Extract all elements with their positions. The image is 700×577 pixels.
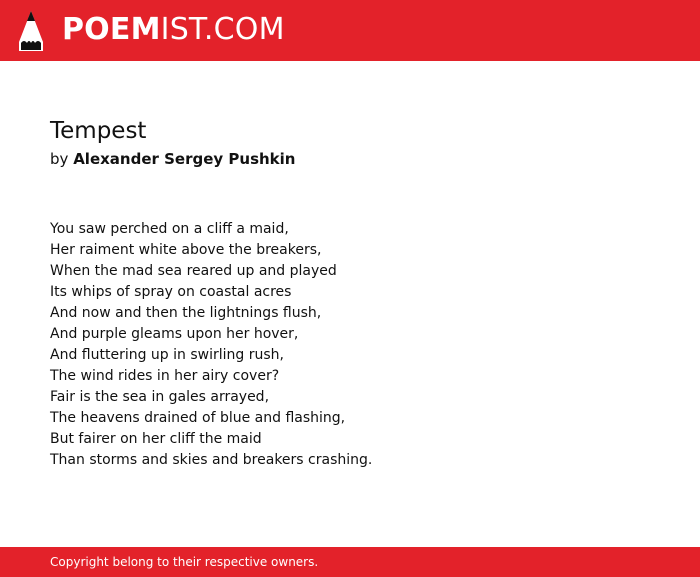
site-header <box>0 0 700 61</box>
byline <box>50 149 295 169</box>
poem-line: Her raiment white above the breakers, <box>50 242 322 258</box>
site-footer <box>0 547 700 577</box>
copyright-text: Copyright belong to their respective owners. <box>50 555 319 569</box>
poem-line: But fairer on her cliff the maid <box>50 431 262 447</box>
poem-line: When the mad sea reared up and played <box>50 263 337 279</box>
poem-line: And now and then the lightnings flush, <box>50 305 322 321</box>
poem-body <box>50 219 372 471</box>
poem-line: Fair is the sea in gales arrayed, <box>50 389 270 405</box>
poem-title: Tempest <box>50 118 147 144</box>
poem-line: The heavens drained of blue and flashing, <box>50 410 346 426</box>
poem-line: Than storms and skies and breakers crashing. <box>50 452 373 468</box>
poem-line: The wind rides in her airy cover? <box>50 368 280 384</box>
brand-bold-text: POEM <box>62 12 161 47</box>
author-name: Alexander Sergey Pushkin <box>73 150 296 168</box>
site-logo-text[interactable] <box>62 13 285 47</box>
brand-light-text: IST.COM <box>160 12 285 47</box>
by-prefix: by <box>50 150 69 168</box>
pencil-tip-icon[interactable] <box>18 10 44 52</box>
poem-line: And fluttering up in swirling rush, <box>50 347 284 363</box>
poem-line: And purple gleams upon her hover, <box>50 326 299 342</box>
poem-line: You saw perched on a cliff a maid, <box>50 221 289 237</box>
poem-line: Its whips of spray on coastal acres <box>50 284 292 300</box>
